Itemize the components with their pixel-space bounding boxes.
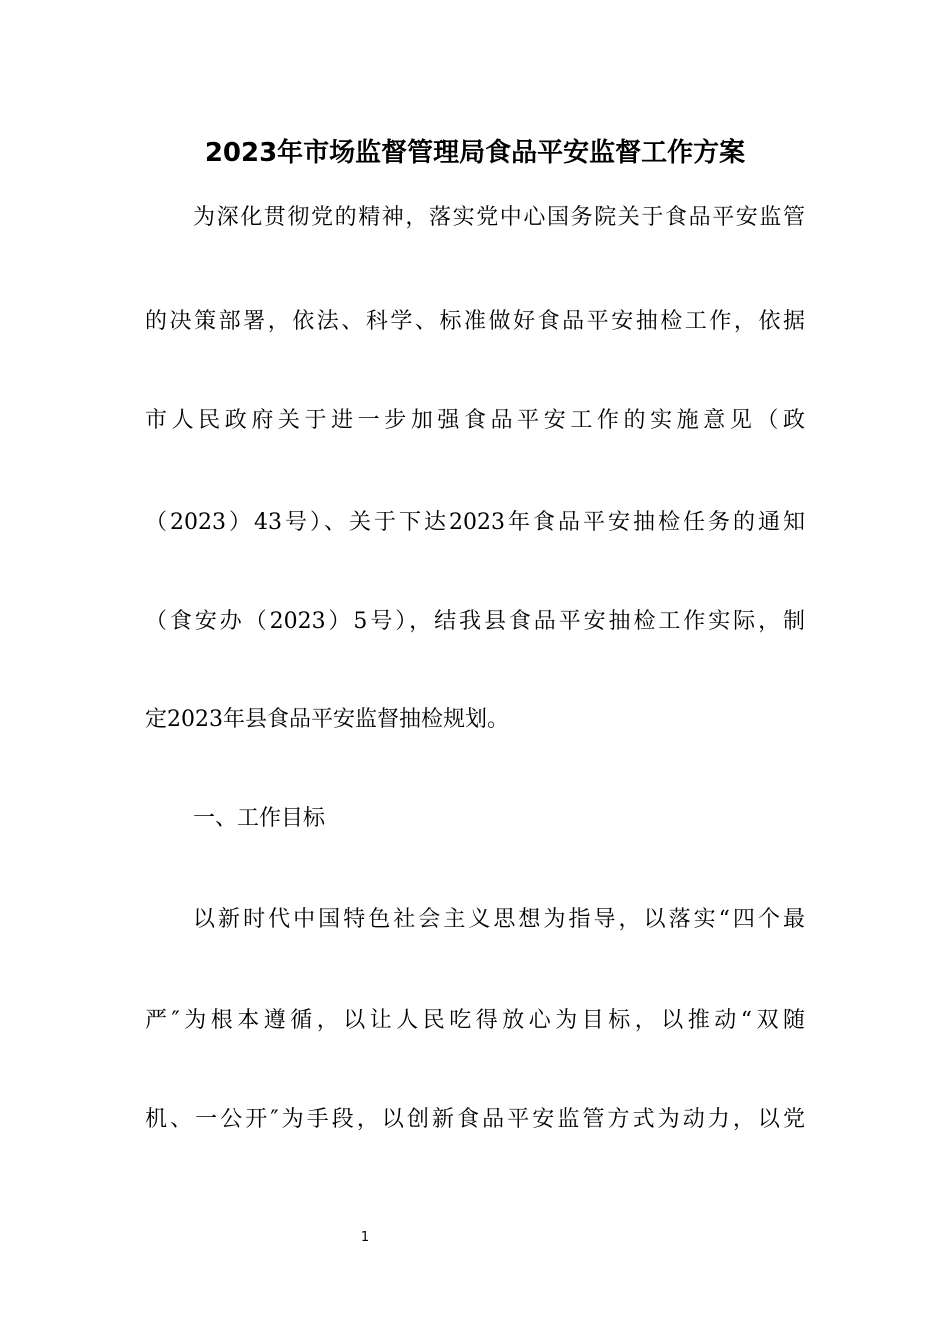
page-number: 1 — [360, 1230, 370, 1245]
intro-line-3: 市人民政府关于进一步加强食品平安工作的实施意见（政 — [145, 408, 805, 433]
intro-line-5: （食安办（2023）5号），结我县食品平安抽检工作实际，制 — [145, 609, 805, 634]
intro-line-4: （2023）43号）、关于下达2023年食品平安抽检任务的通知 — [145, 510, 805, 535]
section1-line-1: 以新时代中国特色社会主义思想为指导，以落实“四个最 — [193, 907, 805, 932]
section-heading-work-goals: 一、工作目标 — [193, 806, 326, 831]
document-title: 2023年市场监督管理局食品平安监督工作方案 — [204, 138, 746, 168]
intro-line-2: 的决策部署，依法、科学、标准做好食品平安抽检工作，依据 — [145, 309, 805, 334]
section1-line-2: 严″为根本遵循，以让人民吃得放心为目标，以推动“双随 — [145, 1008, 805, 1033]
intro-line-6: 定2023年县食品平安监督抽检规划。 — [145, 707, 509, 732]
section1-line-3: 机、一公开″为手段，以创新食品平安监管方式为动力，以党 — [145, 1107, 805, 1132]
intro-line-1: 为深化贯彻党的精神，落实党中心国务院关于食品平安监管 — [193, 205, 805, 230]
